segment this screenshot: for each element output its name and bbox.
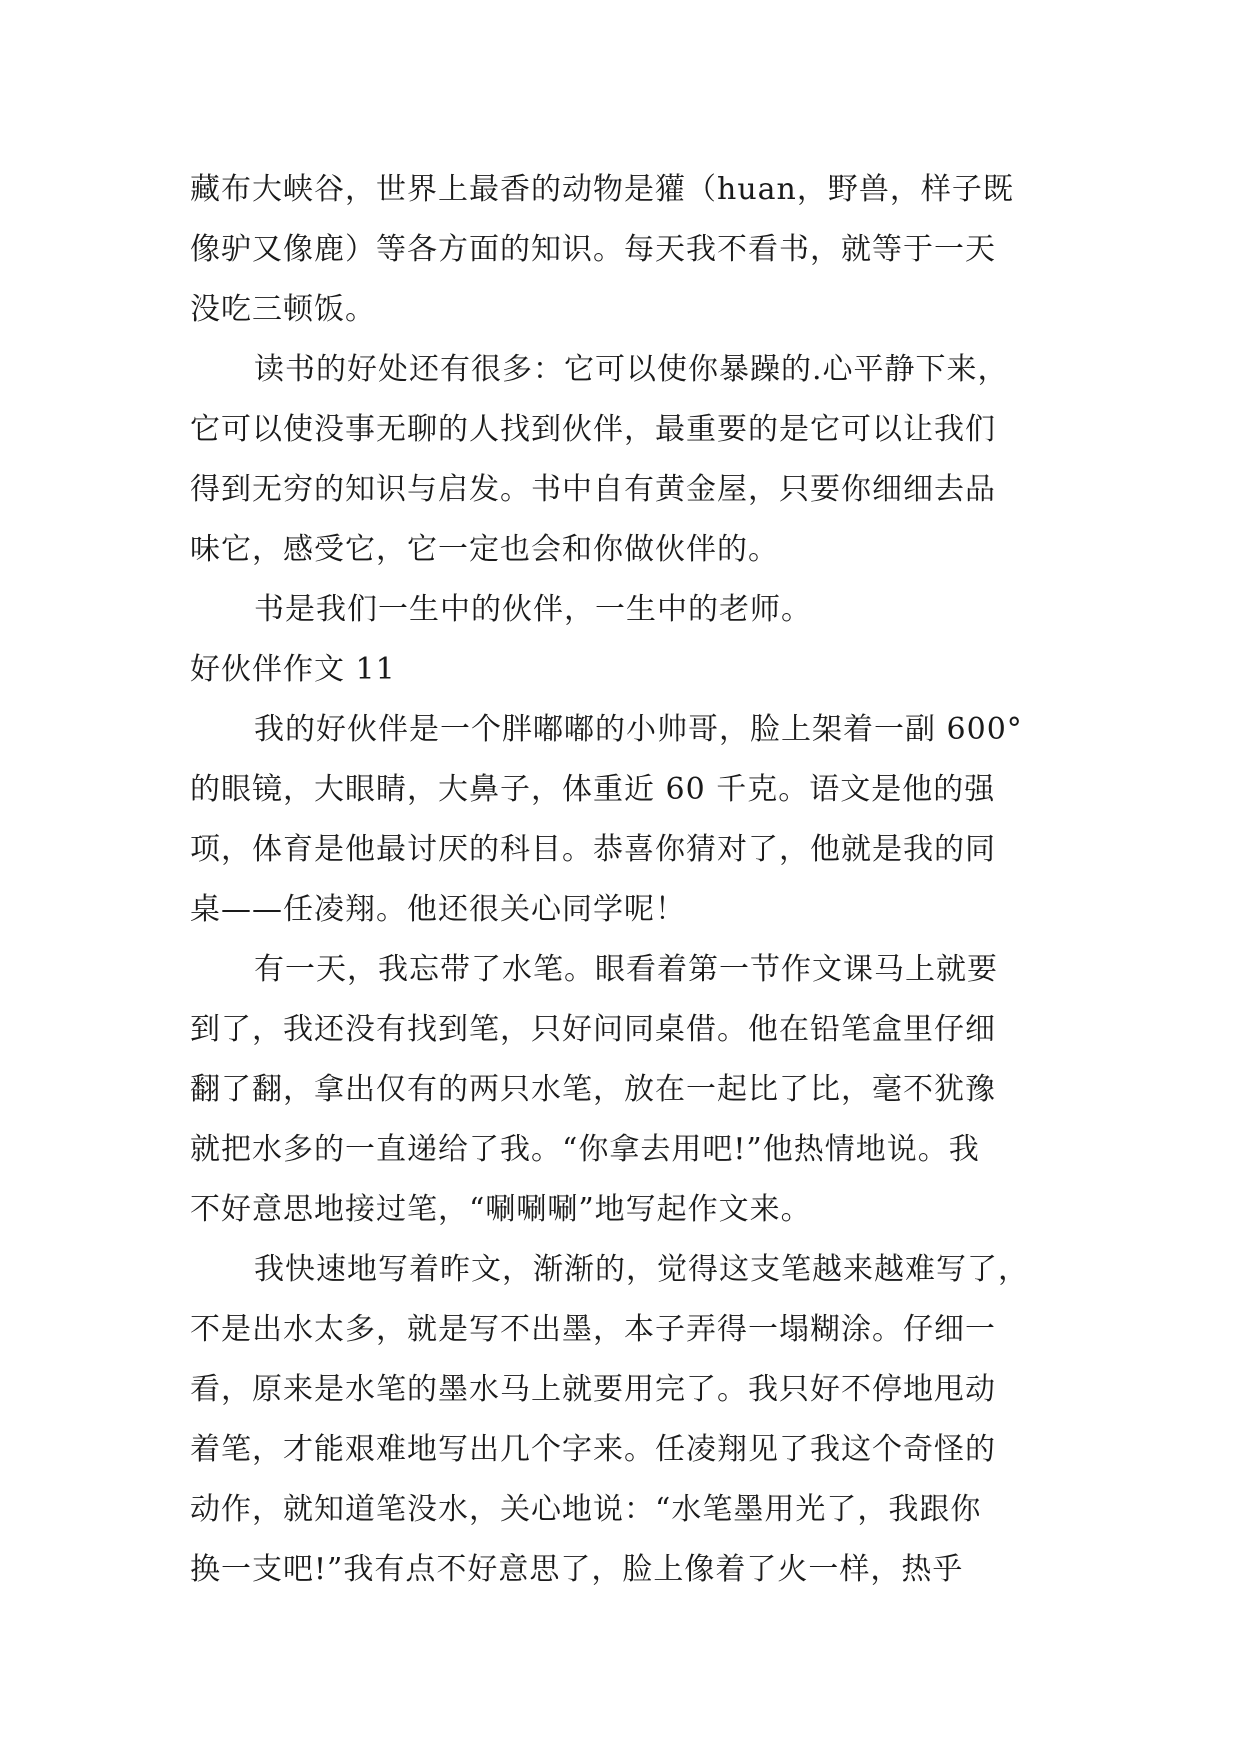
- text-line: 翻了翻，拿出仅有的两只水笔，放在一起比了比，毫不犹豫: [190, 1072, 996, 1107]
- text-line: 不好意思地接过笔，“唰唰唰”地写起作文来。: [190, 1192, 812, 1227]
- text-line: 到了，我还没有找到笔，只好问同桌借。他在铅笔盒里仔细: [190, 1012, 996, 1047]
- text-line: 得到无穷的知识与启发。书中自有黄金屋，只要你细细去品: [190, 472, 996, 507]
- text-line: 我的好伙伴是一个胖嘟嘟的小帅哥，脸上架着一副 600°: [254, 712, 1023, 747]
- text-line: 项，体育是他最讨厌的科目。恭喜你猜对了，他就是我的同: [190, 832, 996, 867]
- text-line: 读书的好处还有很多：它可以使你暴躁的.心平静下来，: [254, 352, 1009, 387]
- text-line: 就把水多的一直递给了我。“你拿去用吧!”他热情地说。我: [190, 1132, 980, 1167]
- text-line: 书是我们一生中的伙伴，一生中的老师。: [254, 592, 812, 627]
- text-line: 藏布大峡谷，世界上最香的动物是獾（huan，野兽，样子既: [190, 172, 1014, 207]
- text-line: 像驴又像鹿）等各方面的知识。每天我不看书，就等于一天: [190, 232, 996, 267]
- text-line: 不是出水太多，就是写不出墨，本子弄得一塌糊涂。仔细一: [190, 1312, 996, 1347]
- text-line: 看，原来是水笔的墨水马上就要用完了。我只好不停地甩动: [190, 1372, 996, 1407]
- text-line: 的眼镜，大眼睛，大鼻子，体重近 60 千克。语文是他的强: [190, 772, 996, 807]
- document-page: [190, 160, 1060, 1600]
- text-line: 换一支吧!”我有点不好意思了，脸上像着了火一样，热乎: [190, 1552, 964, 1587]
- section-heading: 好伙伴作文 11: [190, 652, 396, 687]
- text-line: 没吃三顿饭。: [190, 292, 376, 327]
- text-line: 着笔，才能艰难地写出几个字来。任凌翔见了我这个奇怪的: [190, 1432, 996, 1467]
- text-line: 有一天，我忘带了水笔。眼看着第一节作文课马上就要: [254, 952, 998, 987]
- text-line: 动作，就知道笔没水，关心地说：“水笔墨用光了，我跟你: [190, 1492, 982, 1527]
- text-line: 桌——任凌翔。他还很关心同学呢！: [190, 892, 686, 927]
- text-line: 它可以使没事无聊的人找到伙伴，最重要的是它可以让我们: [190, 412, 996, 447]
- text-line: 我快速地写着昨文，渐渐的，觉得这支笔越来越难写了，: [254, 1252, 1029, 1287]
- text-line: 味它，感受它，它一定也会和你做伙伴的。: [190, 532, 779, 567]
